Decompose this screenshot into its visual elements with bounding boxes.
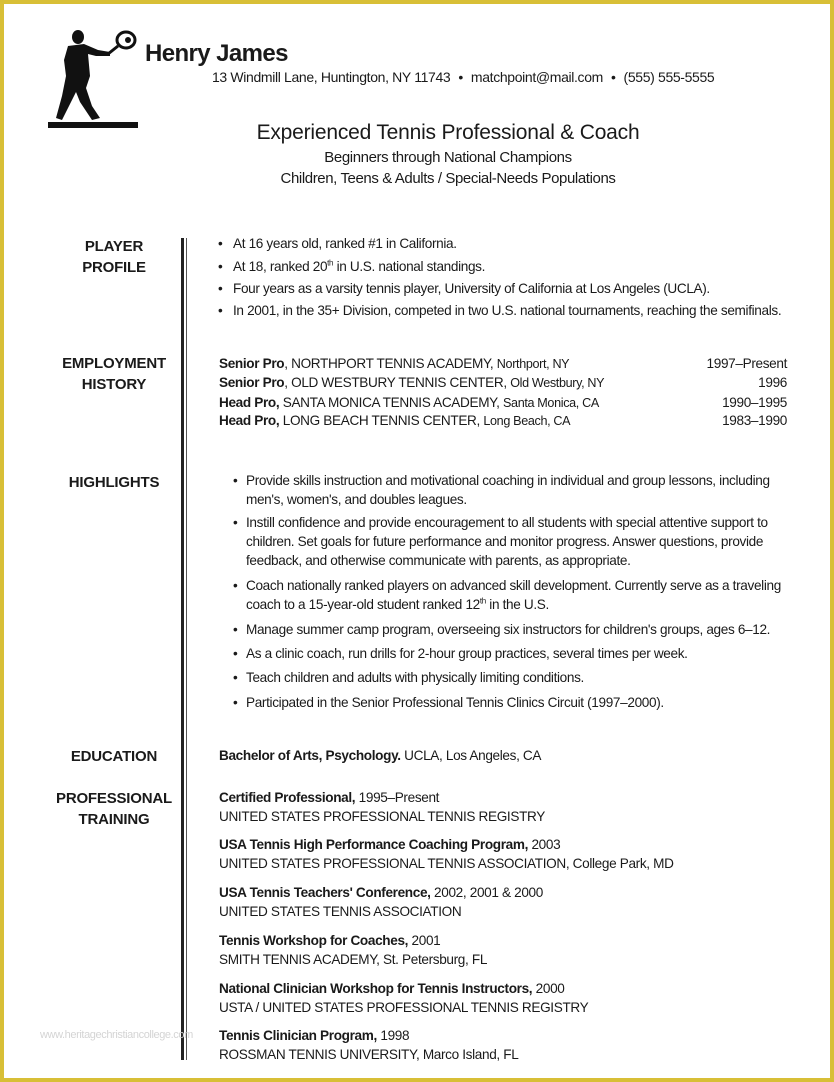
job-dates: 1997–Present xyxy=(706,356,787,371)
job-location: Santa Monica, CA xyxy=(502,396,599,410)
training-date: 2003 xyxy=(528,837,561,852)
bullet-icon: • xyxy=(218,281,223,296)
job-location: Northport, NY xyxy=(496,357,570,371)
training-entry xyxy=(219,980,588,1017)
bullet-text xyxy=(233,303,781,318)
section-label-professional-training: PROFESSIONAL TRAINING xyxy=(56,790,172,828)
text: in U.S. national standings. xyxy=(333,259,486,274)
section-label-highlights: HIGHLIGHTS xyxy=(68,474,160,491)
candidate-name: Henry James xyxy=(145,40,288,67)
separator: • xyxy=(610,69,616,85)
job-role: Senior Pro xyxy=(219,356,285,371)
bullet-text xyxy=(233,281,710,296)
contact-line xyxy=(212,69,714,85)
training-organization: ROSSMAN TENNIS UNIVERSITY, Marco Island, FL xyxy=(219,1046,519,1062)
employer: LONG BEACH TENNIS CENTER, xyxy=(279,413,484,428)
list-item xyxy=(233,668,808,687)
training-date: 1998 xyxy=(376,1028,410,1043)
bullet-text xyxy=(246,620,808,639)
training-title-line xyxy=(219,836,674,855)
training-date: 2001 xyxy=(408,933,441,948)
text: As a clinic coach, run drills for 2-hour group practices, several times per week. xyxy=(246,646,688,661)
training-entry xyxy=(219,1027,518,1064)
training-entry xyxy=(219,884,543,921)
list-item xyxy=(233,513,808,570)
bullet-icon: • xyxy=(233,670,238,685)
training-title-line xyxy=(219,1027,518,1046)
bullet-icon: • xyxy=(218,303,223,318)
section-label-education: EDUCATION xyxy=(70,748,158,765)
training-date: 2000 xyxy=(532,981,565,996)
training-date: 2002, 2001 & 2000 xyxy=(430,885,543,900)
text: Coach nationally ranked players on advanced skill development. Currently serve as a traveling coach to a 15-year-old student ranked 12 xyxy=(246,578,781,612)
bullet-text xyxy=(246,693,808,712)
address: 13 Windmill Lane, Huntington, NY 11743 xyxy=(212,69,451,85)
list-item xyxy=(233,693,808,712)
employer: , OLD WESTBURY TENNIS CENTER, xyxy=(284,375,511,390)
bullet-icon: • xyxy=(233,646,238,661)
training-entry xyxy=(219,789,545,826)
bullet-icon: • xyxy=(233,695,238,710)
bullet-text xyxy=(246,644,808,663)
employment-row xyxy=(219,413,787,432)
text: Instill confidence and provide encouragement to all students with special attentive support to children. Set goals for future performance and monitor progress. Answer questions, provide feedback, and otherwise communicate with parents, as appropriate. xyxy=(246,515,768,568)
watermark: www.heritagechristiancollege.com xyxy=(40,1029,193,1041)
phone: (555) 555-5555 xyxy=(623,69,715,85)
degree: Bachelor of Arts, Psychology. xyxy=(219,748,401,763)
tennis-player-logo-icon xyxy=(46,26,146,130)
job-role: Head Pro, xyxy=(219,395,280,410)
education-entry xyxy=(219,747,541,766)
training-organization: SMITH TENNIS ACADEMY, St. Petersburg, FL xyxy=(219,951,488,967)
headline-title: Experienced Tennis Professional & Coach xyxy=(256,121,640,144)
training-date: 1995–Present xyxy=(355,790,440,805)
headline-subtitle-2: Children, Teens & Adults / Special-Needs Populations xyxy=(280,170,616,187)
text: Manage summer camp program, overseeing six instructors for children's groups, ages 6–12. xyxy=(246,622,771,637)
job-dates: 1990–1995 xyxy=(722,395,787,410)
text: Teach children and adults with physically limiting conditions. xyxy=(246,670,584,685)
section-label-player-profile: PLAYER PROFILE xyxy=(82,238,146,276)
list-item xyxy=(233,576,808,614)
training-organization: UNITED STATES PROFESSIONAL TENNIS ASSOCIATION, College Park, MD xyxy=(219,855,674,871)
training-name: Tennis Workshop for Coaches, xyxy=(219,933,409,948)
training-organization: USTA / UNITED STATES PROFESSIONAL TENNIS REGISTRY xyxy=(219,999,589,1015)
employment-row xyxy=(219,375,787,394)
list-item xyxy=(233,620,808,639)
bullet-icon: • xyxy=(233,473,238,488)
list-item xyxy=(233,644,808,663)
list-item xyxy=(233,471,808,509)
employment-row xyxy=(219,356,787,375)
bullet-icon: • xyxy=(218,259,223,274)
training-title-line xyxy=(219,884,543,903)
job-location: Long Beach, CA xyxy=(483,414,571,428)
bullet-text xyxy=(233,259,485,274)
separator: • xyxy=(458,69,463,85)
job-role: Head Pro, xyxy=(219,413,280,428)
employer: , NORTHPORT TENNIS ACADEMY, xyxy=(284,356,497,371)
bullet-icon: • xyxy=(218,236,223,251)
employer: SANTA MONICA TENNIS ACADEMY, xyxy=(279,395,503,410)
text: in the U.S. xyxy=(485,597,549,612)
bullet-text xyxy=(246,471,808,509)
job-location: Old Westbury, NY xyxy=(510,376,605,390)
training-name: USA Tennis Teachers' Conference, xyxy=(219,885,431,900)
training-entry xyxy=(219,932,487,969)
text: Four years as a varsity tennis player, University of California at Los Angeles (UCLA). xyxy=(233,281,710,296)
training-entry xyxy=(219,836,674,873)
text: In 2001, in the 35+ Division, competed in two U.S. national tournaments, reaching the semifinals. xyxy=(233,303,782,318)
job-dates: 1996 xyxy=(758,375,787,390)
superscript: th xyxy=(327,258,334,268)
bullet-icon: • xyxy=(233,622,238,637)
training-title-line xyxy=(219,932,487,951)
training-title-line xyxy=(219,789,545,808)
headline-subtitle-1: Beginners through National Champions xyxy=(324,149,572,166)
bullet-text xyxy=(246,513,808,570)
superscript: th xyxy=(479,596,486,606)
text: At 16 years old, ranked #1 in California. xyxy=(233,236,457,251)
text: Participated in the Senior Professional Tennis Clinics Circuit (1997–2000). xyxy=(246,695,664,710)
training-name: National Clinician Workshop for Tennis Instructors, xyxy=(219,981,533,996)
section-label-employment-history: EMPLOYMENT HISTORY xyxy=(62,355,166,393)
email-link[interactable]: matchpoint@mail.com xyxy=(470,69,603,85)
bullet-text xyxy=(233,236,457,251)
school: UCLA, Los Angeles, CA xyxy=(400,748,542,763)
employment-row xyxy=(219,395,787,414)
text: At 18, ranked 20 xyxy=(233,259,328,274)
training-name: Certified Professional, xyxy=(219,790,356,805)
bullet-text xyxy=(246,668,808,687)
job-role: Senior Pro xyxy=(219,375,285,390)
training-name: USA Tennis High Performance Coaching Program, xyxy=(219,837,529,852)
training-name: Tennis Clinician Program, xyxy=(219,1028,377,1043)
job-dates: 1983–1990 xyxy=(722,413,787,428)
training-organization: UNITED STATES TENNIS ASSOCIATION xyxy=(219,903,462,919)
text: Provide skills instruction and motivational coaching in individual and group lessons, including men's, women's, and doubles leagues. xyxy=(246,473,770,507)
training-organization: UNITED STATES PROFESSIONAL TENNIS REGISTRY xyxy=(219,808,545,824)
bullet-icon: • xyxy=(233,578,238,593)
bullet-text xyxy=(246,576,808,614)
bullet-icon: • xyxy=(233,515,238,530)
training-title-line xyxy=(219,980,588,999)
